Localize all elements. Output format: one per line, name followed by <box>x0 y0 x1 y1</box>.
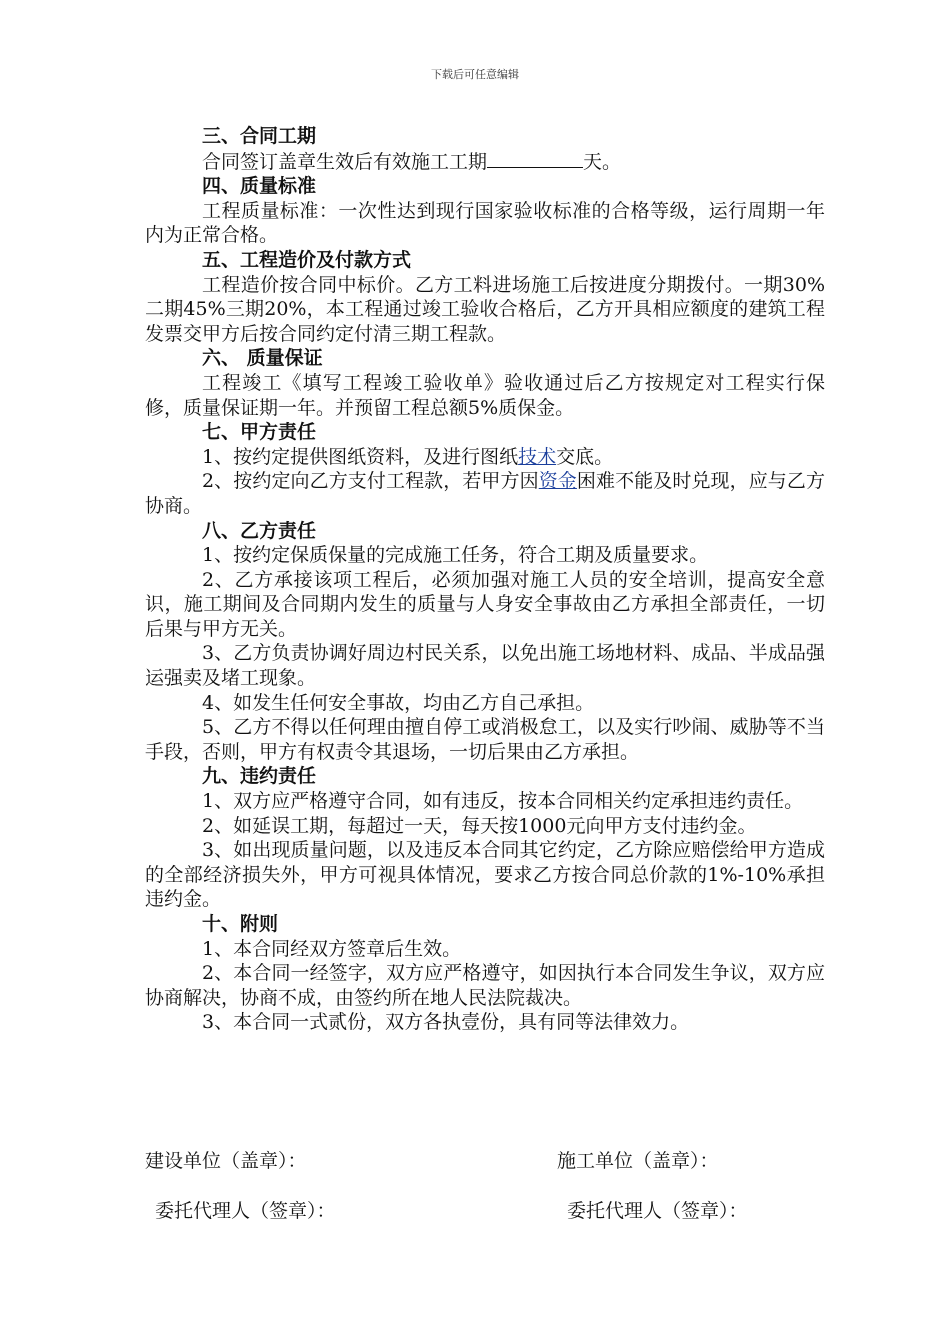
section-3-paragraph <box>145 149 825 175</box>
section-title-9: 九、违约责任 <box>202 765 317 788</box>
section-4-paragraph: 工程质量标准：一次性达到现行国家验收标准的合格等级，运行周期一年内为正常合格。 <box>145 199 825 247</box>
section-8-paragraph-5: 5、乙方不得以任何理由擅自停工或消极怠工，以及实行吵闹、威胁等不当手段，否则，甲方有权责令其退场，一切后果由乙方承担。 <box>145 716 825 763</box>
section-7-paragraph-2 <box>145 469 825 518</box>
section-title-6: 六、 质量保证 <box>202 347 323 370</box>
section-8-paragraph-3: 3、乙方负责协调好周边村民关系，以免出施工场地材料、成品、半成品强运强卖及堵工现象。 <box>145 642 825 690</box>
section-10-paragraph-3: 3、本合同一式贰份，双方各执壹份，具有同等法律效力。 <box>202 1011 690 1034</box>
party-a-seal-label: 建设单位（盖章）： <box>145 1150 307 1172</box>
section-8-paragraph-2: 2、乙方承接该项工程后，必须加强对施工人员的安全培训，提高安全意识，施工期间及合同期内发生的质量与人身安全事故由乙方承担全部责任，一切后果与甲方无关。 <box>145 568 825 640</box>
section-title-7: 七、甲方责任 <box>202 421 317 444</box>
section-7-p2-text-b: 困难不能及时兑现，应与乙方协商。 <box>145 470 825 517</box>
section-9-paragraph-3: 3、如出现质量问题，以及违反本合同其它约定，乙方除应赔偿给甲方造成的全部经济损失外，甲方可视具体情况，要求乙方按合同总价款的1%-10%承担违约金。 <box>145 839 825 911</box>
agent-b-sign-label: 委托代理人（签章）： <box>567 1200 748 1222</box>
duration-blank <box>487 149 583 168</box>
section-9-paragraph-2: 2、如延误工期，每超过一天，每天按1000元向甲方支付违约金。 <box>202 814 757 837</box>
section-title-4: 四、质量标准 <box>202 175 317 198</box>
section-7-p1-text-b: 交底。 <box>556 445 614 468</box>
section-7-paragraph-1 <box>145 445 825 470</box>
section-8-paragraph-1: 1、按约定保质保量的完成施工任务，符合工期及质量要求。 <box>202 544 709 567</box>
section-10-paragraph-2: 2、本合同一经签字，双方应严格遵守，如因执行本合同发生争议，双方应协商解决，协商不成，由签约所在地人民法院裁决。 <box>145 962 825 1009</box>
funds-link[interactable]: 资金 <box>538 470 577 493</box>
section-title-3: 三、合同工期 <box>202 125 317 147</box>
section-10-paragraph-1: 1、本合同经双方签章后生效。 <box>202 937 462 960</box>
section-8-paragraph-4: 4、如发生任何安全事故，均由乙方自己承担。 <box>202 691 595 714</box>
page-header: 下载后可任意编辑 <box>431 68 519 81</box>
section-7-p2-text-a: 2、按约定向乙方支付工程款，若甲方因 <box>202 470 539 493</box>
section-6-paragraph: 工程竣工《填写工程竣工验收单》验收通过后乙方按规定对工程实行保修，质量保证期一年。并预留工程总额5%质保金。 <box>145 371 825 419</box>
section-7-p1-text-a: 1、按约定提供图纸资料，及进行图纸 <box>202 445 519 468</box>
contract-body <box>145 124 825 1035</box>
technology-link[interactable]: 技术 <box>518 445 557 468</box>
section-title-5: 五、工程造价及付款方式 <box>202 248 412 271</box>
section-9-paragraph-1: 1、双方应严格遵守合同，如有违反，按本合同相关约定承担违约责任。 <box>202 790 804 813</box>
section-5-paragraph: 工程造价按合同中标价。乙方工料进场施工后按进度分期拨付。一期30%二期45%三期20%，本工程通过竣工验收合格后，乙方开具相应额度的建筑工程发票交甲方后按合同约定付清三期工程款。 <box>145 273 825 345</box>
party-b-seal-label: 施工单位（盖章）： <box>557 1150 719 1172</box>
agent-a-sign-label: 委托代理人（签章）： <box>155 1200 336 1222</box>
section-3-text-a: 合同签订盖章生效后有效施工工期 <box>202 150 488 173</box>
section-3-text-b: 天。 <box>583 150 622 173</box>
section-title-10: 十、附则 <box>202 913 279 935</box>
section-title-8: 八、乙方责任 <box>202 519 317 542</box>
